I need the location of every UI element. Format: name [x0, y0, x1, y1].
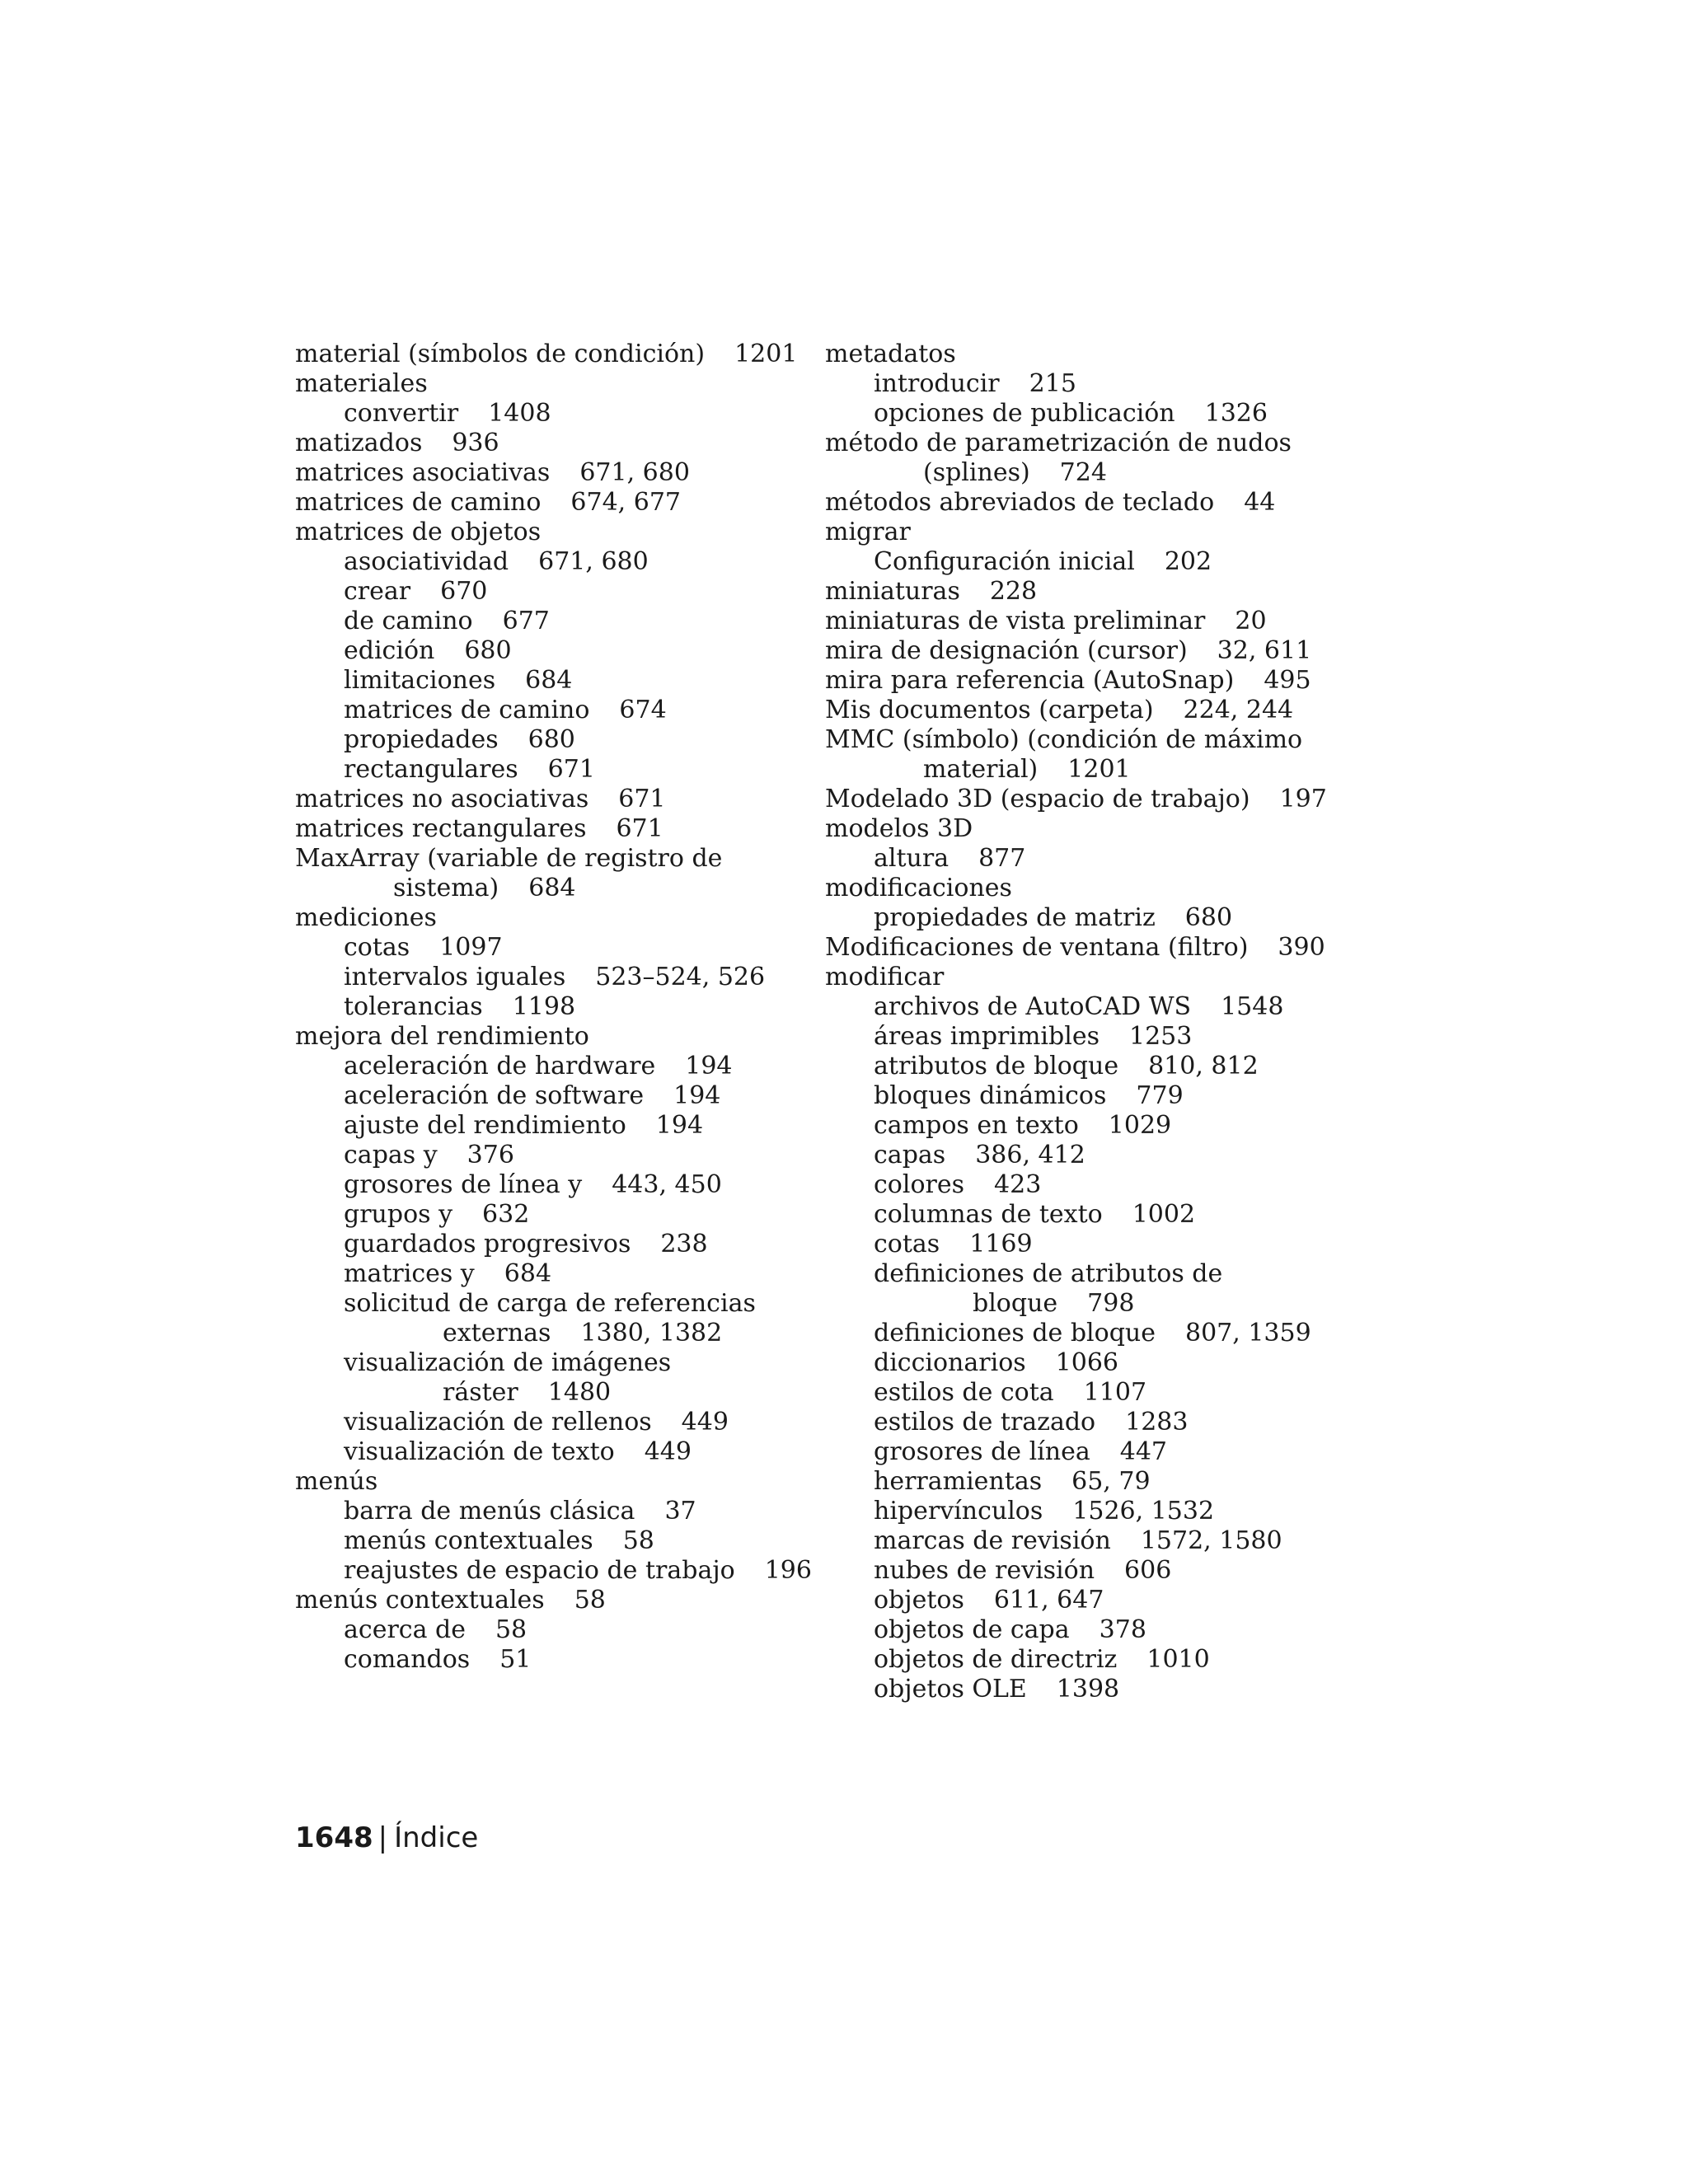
footer-separator: |	[377, 1821, 388, 1854]
index-page-refs: 1572, 1580	[1140, 1526, 1282, 1555]
index-entry	[825, 1022, 1336, 1052]
index-page-refs: 443, 450	[612, 1170, 722, 1199]
index-entry	[825, 1556, 1336, 1586]
index-term: ráster	[443, 1378, 518, 1407]
index-entry	[825, 1170, 1336, 1200]
index-page-refs: 1380, 1382	[580, 1319, 723, 1347]
index-entry	[825, 429, 1336, 458]
index-page-refs: 807, 1359	[1184, 1319, 1311, 1347]
index-term: acerca de	[344, 1615, 466, 1644]
index-entry	[295, 666, 806, 696]
index-page-refs: 1480	[547, 1378, 612, 1407]
index-page-refs: 671, 680	[579, 458, 690, 487]
index-page-refs: 684	[504, 1259, 552, 1288]
index-page-refs: 606	[1124, 1556, 1172, 1585]
index-page-refs: 671	[616, 814, 663, 843]
index-page-refs: 1066	[1055, 1348, 1119, 1377]
index-entry	[825, 1230, 1336, 1259]
index-page-refs: 51	[499, 1645, 532, 1674]
index-term: reajustes de espacio de trabajo	[344, 1556, 735, 1585]
page-number: 1648	[295, 1821, 373, 1854]
index-term: sistema)	[393, 874, 499, 902]
index-page-refs: 197	[1279, 785, 1327, 813]
index-term: aceleración de hardware	[344, 1052, 656, 1080]
section-title: Índice	[394, 1821, 479, 1854]
index-page-refs: 238	[660, 1230, 708, 1258]
index-term: barra de menús clásica	[344, 1497, 635, 1526]
index-term: intervalos iguales	[344, 963, 566, 991]
index-entry	[825, 1437, 1336, 1467]
index-term: columnas de texto	[874, 1200, 1103, 1229]
index-entry	[295, 1111, 806, 1141]
index-term: matrices rectangulares	[295, 814, 587, 843]
index-term: guardados progresivos	[344, 1230, 631, 1258]
index-entry	[825, 874, 1336, 903]
index-term: convertir	[344, 399, 459, 428]
index-page-refs: 671	[547, 755, 595, 784]
index-column-left	[295, 340, 812, 1675]
index-page-refs: 194	[655, 1111, 704, 1140]
index-page-refs: 611, 647	[993, 1586, 1104, 1615]
index-entry	[295, 340, 806, 369]
index-entry	[295, 814, 806, 844]
index-page-refs: 674	[619, 696, 667, 724]
index-entry	[825, 1259, 1336, 1289]
index-page-refs: 1002	[1132, 1200, 1196, 1229]
index-page-refs: 449	[681, 1408, 729, 1436]
index-entry	[825, 696, 1336, 725]
index-page-refs: 58	[574, 1586, 606, 1615]
index-entry	[295, 547, 806, 577]
index-entry	[295, 1141, 806, 1170]
index-page-refs: 1398	[1056, 1675, 1120, 1704]
index-page-refs: 196	[764, 1556, 812, 1585]
index-entry	[825, 1111, 1336, 1141]
index-term: edición	[344, 636, 435, 665]
index-term: visualización de rellenos	[344, 1408, 652, 1436]
index-term: visualización de imágenes	[344, 1348, 672, 1377]
index-entry	[295, 963, 806, 992]
index-entry	[825, 1675, 1336, 1704]
index-term: de camino	[344, 607, 473, 635]
index-term: miniaturas	[825, 577, 960, 606]
index-term: definiciones de bloque	[874, 1319, 1156, 1347]
index-page-refs: 1029	[1108, 1111, 1172, 1140]
index-entry	[295, 1170, 806, 1200]
index-term: menús contextuales	[295, 1586, 545, 1615]
index-entry	[825, 1615, 1336, 1645]
index-entry	[295, 369, 806, 399]
index-page-refs: 194	[685, 1052, 733, 1080]
index-entry	[825, 1052, 1336, 1081]
index-term: visualización de texto	[344, 1437, 615, 1466]
index-page-refs: 680	[1184, 903, 1233, 932]
index-term: materiales	[295, 369, 428, 398]
index-page-refs: 877	[978, 844, 1026, 873]
index-term: mejora del rendimiento	[295, 1022, 589, 1051]
index-entry	[295, 1052, 806, 1081]
index-entry	[295, 755, 806, 785]
index-column-right	[825, 340, 1336, 1704]
index-term: solicitud de carga de referencias	[344, 1289, 756, 1318]
index-term: modificaciones	[825, 874, 1012, 902]
index-entry	[825, 1408, 1336, 1437]
index-term: diccionarios	[874, 1348, 1026, 1377]
index-entry	[825, 992, 1336, 1022]
index-entry	[295, 1615, 806, 1645]
index-page-refs: 1169	[969, 1230, 1033, 1258]
index-term: definiciones de atributos de	[874, 1259, 1223, 1288]
index-page-refs: 684	[525, 666, 573, 695]
index-term: herramientas	[874, 1467, 1043, 1496]
index-term: métodos abreviados de teclado	[825, 488, 1215, 517]
index-entry	[825, 933, 1336, 963]
index-term: estilos de trazado	[874, 1408, 1096, 1436]
index-entry	[295, 1081, 806, 1111]
index-term: MaxArray (variable de registro de	[295, 844, 723, 873]
index-entry	[825, 1141, 1336, 1170]
index-entry	[825, 1526, 1336, 1556]
index-page-refs: 1283	[1125, 1408, 1189, 1436]
index-term: mira de designación (cursor)	[825, 636, 1188, 665]
index-term: capas	[874, 1141, 946, 1169]
index-term: propiedades de matriz	[874, 903, 1156, 932]
index-entry	[295, 1378, 806, 1408]
index-page-refs: 523–524, 526	[595, 963, 766, 991]
index-page-refs: 495	[1264, 666, 1311, 695]
index-entry	[295, 1556, 812, 1586]
index-page-refs: 20	[1235, 607, 1267, 635]
index-entry	[825, 666, 1336, 696]
index-term: campos en texto	[874, 1111, 1079, 1140]
index-page-refs: 671	[618, 785, 666, 813]
index-entry	[825, 725, 1336, 755]
index-entry	[825, 963, 1336, 992]
index-entry	[295, 636, 806, 666]
index-entry	[825, 369, 1336, 399]
index-entry	[295, 1497, 806, 1526]
index-entry	[295, 607, 806, 636]
index-page-refs: 1107	[1083, 1378, 1147, 1407]
index-term: ajuste del rendimiento	[344, 1111, 626, 1140]
index-page-refs: 724	[1059, 458, 1107, 487]
index-page-refs: 680	[528, 725, 575, 754]
index-term: matrices y	[344, 1259, 475, 1288]
index-term: Modelado 3D (espacio de trabajo)	[825, 785, 1250, 813]
index-term: material)	[923, 755, 1039, 784]
index-entry	[295, 1467, 806, 1497]
index-page-refs: 674, 677	[570, 488, 682, 517]
index-term: material (símbolos de condición)	[295, 340, 706, 368]
index-entry	[295, 399, 806, 429]
index-entry	[295, 874, 806, 903]
index-term: matrices de camino	[295, 488, 542, 517]
index-entry	[295, 696, 806, 725]
index-page-refs: 58	[495, 1615, 528, 1644]
index-page-refs: 215	[1029, 369, 1076, 398]
index-term: grosores de línea	[874, 1437, 1090, 1466]
index-term: (splines)	[923, 458, 1030, 487]
index-page-refs: 390	[1278, 933, 1325, 962]
index-term: propiedades	[344, 725, 499, 754]
index-page-refs: 680	[464, 636, 512, 665]
index-page-refs: 228	[989, 577, 1038, 606]
index-term: colores	[874, 1170, 965, 1199]
index-page-refs: 670	[440, 577, 488, 606]
index-page-refs: 677	[502, 607, 550, 635]
index-term: migrar	[825, 518, 911, 546]
index-term: comandos	[344, 1645, 471, 1674]
index-term: atributos de bloque	[874, 1052, 1119, 1080]
index-page-refs: 632	[482, 1200, 530, 1229]
index-entry	[295, 725, 806, 755]
index-entry	[825, 1319, 1336, 1348]
index-entry	[295, 1526, 806, 1556]
index-term: archivos de AutoCAD WS	[874, 992, 1192, 1021]
index-entry	[825, 1645, 1336, 1675]
index-term: cotas	[874, 1230, 940, 1258]
index-term: asociatividad	[344, 547, 509, 576]
index-page-refs: 1198	[512, 992, 576, 1021]
index-page-refs: 1201	[1067, 755, 1131, 784]
index-entry	[295, 1408, 806, 1437]
index-entry	[295, 518, 806, 547]
index-entry	[295, 1022, 806, 1052]
index-term: miniaturas de vista preliminar	[825, 607, 1206, 635]
index-page-refs: 684	[528, 874, 576, 902]
index-term: Mis documentos (carpeta)	[825, 696, 1154, 724]
index-entry	[295, 785, 806, 814]
index-entry	[825, 1200, 1336, 1230]
index-entry	[825, 636, 1336, 666]
index-entry	[295, 1230, 806, 1259]
index-term: cotas	[344, 933, 410, 962]
index-entry	[295, 1200, 806, 1230]
index-term: MMC (símbolo) (condición de máximo	[825, 725, 1303, 754]
index-term: estilos de cota	[874, 1378, 1054, 1407]
index-term: matrices no asociativas	[295, 785, 589, 813]
index-term: bloque	[973, 1289, 1058, 1318]
index-entry	[295, 1348, 806, 1378]
index-entry	[295, 458, 806, 488]
index-page-refs: 779	[1136, 1081, 1184, 1110]
index-page-refs: 671, 680	[538, 547, 649, 576]
index-entry	[825, 399, 1336, 429]
index-entry	[825, 785, 1336, 814]
index-page-refs: 386, 412	[975, 1141, 1085, 1169]
index-term: hipervínculos	[874, 1497, 1043, 1526]
index-entry	[295, 1259, 806, 1289]
index-term: metadatos	[825, 340, 956, 368]
index-term: opciones de publicación	[874, 399, 1175, 428]
index-term: matrices asociativas	[295, 458, 551, 487]
index-entry	[825, 1289, 1336, 1319]
index-entry	[295, 844, 806, 874]
index-entry	[825, 577, 1336, 607]
index-entry	[825, 844, 1336, 874]
index-entry	[825, 814, 1336, 844]
index-entry	[295, 429, 806, 458]
index-entry	[825, 518, 1336, 547]
index-term: limitaciones	[344, 666, 496, 695]
index-entry	[295, 992, 806, 1022]
index-entry	[825, 458, 1336, 488]
index-entry	[295, 1319, 806, 1348]
index-term: matizados	[295, 429, 423, 457]
index-entry	[295, 1645, 806, 1675]
index-page-refs: 58	[622, 1526, 654, 1555]
index-entry	[295, 903, 806, 933]
index-term: mediciones	[295, 903, 437, 932]
index-page-refs: 449	[644, 1437, 692, 1466]
index-term: objetos	[874, 1586, 964, 1615]
index-page-refs: 224, 244	[1183, 696, 1294, 724]
index-page-refs: 1253	[1128, 1022, 1193, 1051]
index-term: tolerancias	[344, 992, 483, 1021]
page-footer	[295, 1821, 478, 1854]
index-page-refs: 1326	[1204, 399, 1268, 428]
index-term: altura	[874, 844, 950, 873]
index-term: modificar	[825, 963, 945, 991]
index-page-refs: 44	[1244, 488, 1276, 517]
index-term: rectangulares	[344, 755, 518, 784]
index-entry	[295, 1586, 806, 1615]
index-page-refs: 810, 812	[1148, 1052, 1259, 1080]
index-entry	[825, 755, 1336, 785]
index-term: matrices de camino	[344, 696, 590, 724]
index-term: objetos OLE	[874, 1675, 1027, 1704]
index-term: externas	[443, 1319, 551, 1347]
index-term: marcas de revisión	[874, 1526, 1111, 1555]
index-entry	[825, 1497, 1336, 1526]
index-entry	[825, 488, 1336, 518]
index-term: menús	[295, 1467, 378, 1496]
index-entry	[825, 1467, 1336, 1497]
index-term: matrices de objetos	[295, 518, 542, 546]
index-term: crear	[344, 577, 411, 606]
index-entry	[825, 607, 1336, 636]
index-entry	[825, 1378, 1336, 1408]
index-entry	[825, 1348, 1336, 1378]
index-entry	[825, 340, 1336, 369]
index-term: bloques dinámicos	[874, 1081, 1107, 1110]
index-page-refs: 1201	[734, 340, 798, 368]
index-entry	[825, 1081, 1336, 1111]
index-entry	[825, 547, 1336, 577]
index-term: objetos de directriz	[874, 1645, 1118, 1674]
index-term: áreas imprimibles	[874, 1022, 1100, 1051]
index-page-refs: 798	[1087, 1289, 1135, 1318]
index-page-refs: 423	[994, 1170, 1042, 1199]
index-entry	[825, 1586, 1336, 1615]
index-entry	[295, 933, 806, 963]
index-term: menús contextuales	[344, 1526, 593, 1555]
index-page-refs: 1548	[1221, 992, 1284, 1021]
index-term: objetos de capa	[874, 1615, 1070, 1644]
index-term: modelos 3D	[825, 814, 973, 843]
index-term: nubes de revisión	[874, 1556, 1095, 1585]
index-page-refs: 376	[467, 1141, 514, 1169]
index-page-refs: 32, 611	[1217, 636, 1312, 665]
index-term: mira para referencia (AutoSnap)	[825, 666, 1235, 695]
index-entry	[295, 488, 806, 518]
index-term: grupos y	[344, 1200, 453, 1229]
index-page-refs: 65, 79	[1071, 1467, 1151, 1496]
index-page-refs: 1408	[488, 399, 551, 428]
index-entry	[295, 577, 806, 607]
index-term: grosores de línea y	[344, 1170, 583, 1199]
index-page-refs: 447	[1119, 1437, 1167, 1466]
index-page-refs: 37	[664, 1497, 696, 1526]
index-entry	[825, 903, 1336, 933]
index-page-refs: 1097	[439, 933, 503, 962]
index-term: capas y	[344, 1141, 438, 1169]
index-term: introducir	[874, 369, 1000, 398]
index-term: Modificaciones de ventana (filtro)	[825, 933, 1249, 962]
index-entry	[295, 1437, 806, 1467]
index-page-refs: 202	[1164, 547, 1212, 576]
index-page-refs: 1010	[1146, 1645, 1210, 1674]
index-page-refs: 936	[452, 429, 499, 457]
index-page-refs: 378	[1099, 1615, 1146, 1644]
index-term: método de parametrización de nudos	[825, 429, 1292, 457]
index-page-refs: 194	[673, 1081, 721, 1110]
index-entry	[295, 1289, 806, 1319]
index-page-refs: 1526, 1532	[1072, 1497, 1215, 1526]
index-term: Configuración inicial	[874, 547, 1135, 576]
index-term: aceleración de software	[344, 1081, 645, 1110]
